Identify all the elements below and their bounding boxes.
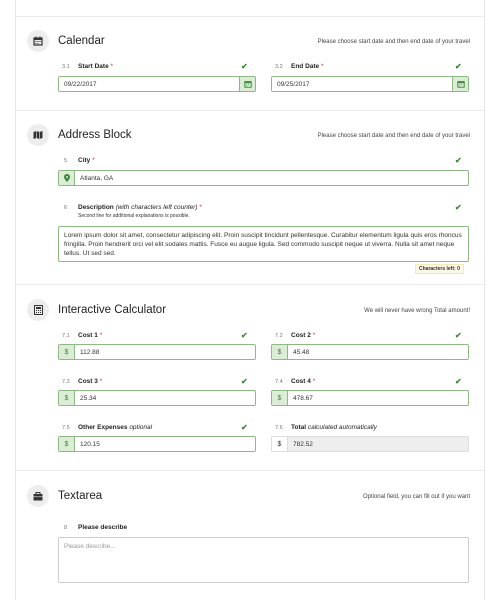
- divider: [15, 284, 485, 285]
- calendar-section-description: Please choose start date and then end date of your travel: [317, 39, 470, 45]
- map-marker-icon: [59, 171, 75, 185]
- description-valid-icon: ✔: [455, 203, 462, 212]
- describe-number: 8: [64, 525, 68, 531]
- cost1-input[interactable]: $ 112.88: [58, 344, 256, 360]
- cost4-number: 7.4: [275, 379, 283, 385]
- description-number: 6: [64, 205, 68, 211]
- description-sublabel: Second line for additional explanations is possible.: [78, 213, 190, 219]
- end-date-input[interactable]: 09/25/2017: [271, 76, 469, 92]
- divider: [15, 470, 485, 471]
- calendar-section-icon: [27, 30, 49, 52]
- end-date-label: End Date *: [291, 63, 324, 70]
- textarea-section-title: Textarea: [58, 490, 103, 502]
- end-date-valid-icon: ✔: [455, 62, 462, 71]
- start-date-valid-icon: ✔: [241, 62, 248, 71]
- cost1-label: Cost 1 *: [78, 332, 103, 339]
- other-expenses-label: Other Expenses optional: [78, 424, 153, 431]
- dollar-icon: $: [272, 391, 288, 405]
- city-input[interactable]: Atlanta, GA: [58, 170, 469, 186]
- other-expenses-valid-icon: ✔: [241, 423, 248, 432]
- dollar-icon: $: [59, 437, 75, 451]
- other-expenses-input[interactable]: $ 120.15: [58, 436, 256, 452]
- cost2-label: Cost 2 *: [291, 332, 316, 339]
- cost4-label: Cost 4 *: [291, 378, 316, 385]
- total-readonly-field: $ 782.52: [271, 436, 469, 452]
- dollar-icon: $: [59, 391, 75, 405]
- briefcase-icon: [33, 492, 43, 501]
- address-section-icon: [27, 124, 49, 146]
- cost2-valid-icon: ✔: [455, 331, 462, 340]
- description-label: Description (with characters left counter) *: [78, 204, 202, 211]
- calendar-picker-icon[interactable]: [452, 77, 468, 91]
- description-textarea[interactable]: Lorem ipsum dolor sit amet, consectetur adipiscing elit. Proin suscipit tincidunt pellentesque. Curabitur elementum ligula quis eros rhoncus fringilla. Proin hendrerit orci vel elit sodales mattis. Fusce eu augue ligula. Sed commodo suscipit neque ut viverra. Nulla sit amet neque tellus. Ut sed sed.: [58, 226, 469, 262]
- textarea-section-description: Optional field, you can fill out if you want: [362, 494, 470, 500]
- cost3-label: Cost 3 *: [78, 378, 103, 385]
- calculator-section-title: Interactive Calculator: [58, 304, 167, 316]
- end-date-number: 3.2: [275, 64, 283, 70]
- cost3-valid-icon: ✔: [241, 377, 248, 386]
- map-icon: [33, 130, 43, 140]
- cost3-input[interactable]: $ 25.34: [58, 390, 256, 406]
- textarea-section-icon: [27, 485, 49, 507]
- calendar-icon: [33, 36, 43, 46]
- cost2-input[interactable]: $ 45.48: [271, 344, 469, 360]
- cost4-valid-icon: ✔: [455, 377, 462, 386]
- total-number: 7.6: [275, 425, 283, 431]
- divider: [15, 110, 485, 111]
- cost2-number: 7.2: [275, 333, 283, 339]
- start-date-input[interactable]: 09/22/2017: [58, 76, 256, 92]
- calculator-icon: [34, 305, 43, 315]
- describe-textarea[interactable]: Please describe...: [58, 537, 469, 583]
- address-section-title: Address Block: [58, 129, 132, 141]
- cost4-input[interactable]: $ 478.67: [271, 390, 469, 406]
- start-date-label: Start Date *: [78, 63, 114, 70]
- address-section-description: Please choose start date and then end date of your travel: [317, 133, 470, 139]
- calendar-picker-icon[interactable]: [239, 77, 255, 91]
- city-label: City *: [78, 157, 95, 164]
- cost1-number: 7.1: [62, 333, 70, 339]
- characters-left-counter: Characters left: 0: [415, 264, 464, 274]
- start-date-number: 3.1: [62, 64, 70, 70]
- dollar-icon: $: [272, 345, 288, 359]
- cost1-valid-icon: ✔: [241, 331, 248, 340]
- city-valid-icon: ✔: [455, 156, 462, 165]
- city-number: 5: [64, 158, 68, 164]
- describe-label: Please describe: [78, 524, 128, 531]
- dollar-icon: $: [272, 437, 288, 451]
- total-label: Total calculated automatically: [291, 424, 377, 431]
- dollar-icon: $: [59, 345, 75, 359]
- cost3-number: 7.3: [62, 379, 70, 385]
- calculator-section-icon: [27, 299, 49, 321]
- other-expenses-number: 7.5: [62, 425, 70, 431]
- calendar-section-title: Calendar: [58, 35, 105, 47]
- divider: [15, 16, 485, 17]
- calculator-section-description: We will never have wrong Total amount!: [364, 308, 470, 314]
